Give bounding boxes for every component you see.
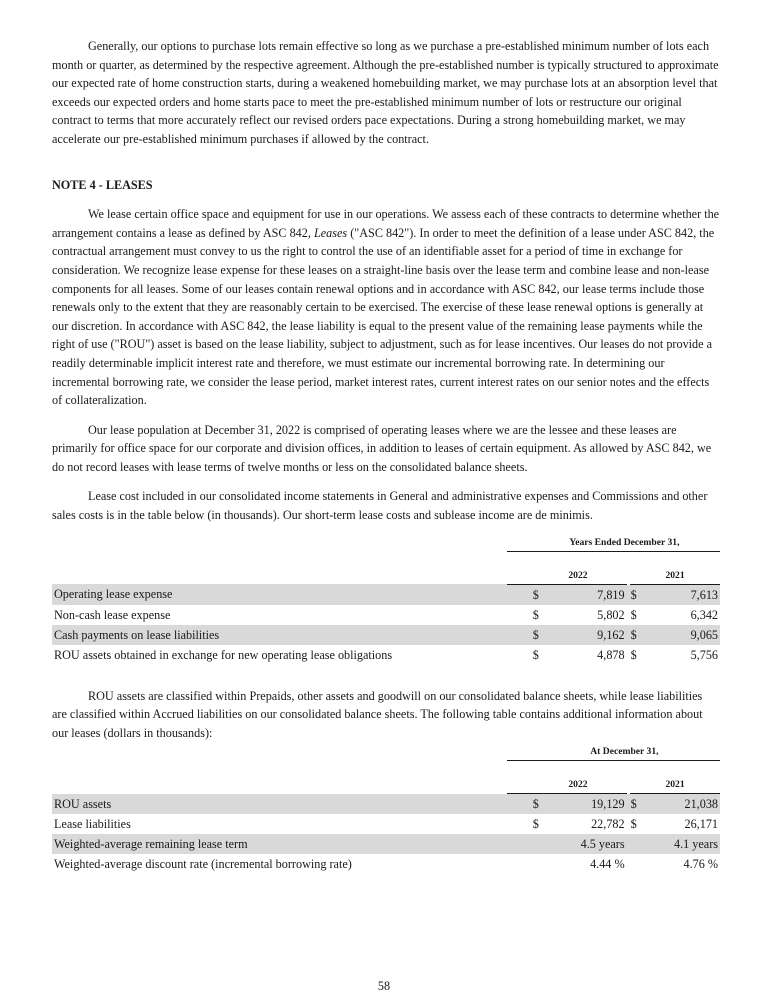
currency-symbol: $ (532, 607, 539, 622)
currency-symbol: $ (630, 607, 637, 622)
spacer (52, 761, 720, 778)
period-header: At December 31, (507, 744, 720, 761)
page-number: 58 (377, 979, 391, 993)
currency-symbol: $ (507, 625, 554, 645)
blank-cell (52, 744, 507, 761)
currency-symbol: $ (629, 584, 645, 605)
currency-symbol: $ (532, 817, 539, 832)
value-2022: 5,802 (597, 607, 625, 622)
value-2022: 4.44 % (590, 857, 625, 872)
value-2021: 4.1 years (645, 834, 720, 854)
currency-symbol: $ (507, 584, 554, 605)
row-label: ROU assets obtained in exchange for new operating lease obligations (54, 647, 393, 662)
lease-info-table (52, 744, 720, 874)
col-header-2021: 2021 (629, 568, 720, 585)
table-row (52, 605, 720, 625)
paragraph-rou-classification: ROU assets are classified within Prepaids, other assets and goodwill on our consolidated balance sheets, while lease liabilities are classified within Accrued liabilities on our consolidated balance sheets. The following table contains additional information about our leases (dollars in thousands): (52, 688, 703, 740)
text-run: We lease certain office space and equipment for use in our operations. We assess each of these contracts to determine whether the arrangement contains a lease as defined by ASC 842, (52, 207, 720, 240)
currency-symbol (507, 854, 554, 874)
row-label: ROU assets (52, 794, 507, 815)
currency-symbol: $ (629, 794, 645, 815)
period-header: Years Ended December 31, (507, 535, 720, 552)
currency-symbol (507, 834, 554, 854)
table-row (52, 854, 720, 874)
col-header-2022: 2022 (507, 568, 629, 585)
currency-symbol: $ (532, 647, 539, 662)
table-row (52, 814, 720, 834)
paragraph-lease-policy (52, 205, 720, 410)
table-row (52, 794, 720, 815)
blank-cell (52, 568, 507, 585)
value-2021: 6,342 (690, 607, 718, 622)
currency-symbol (629, 854, 645, 874)
row-label: Lease liabilities (54, 817, 131, 832)
section-heading-note-4: NOTE 4 - LEASES (52, 177, 153, 192)
row-label: Weighted-average discount rate (incremental borrowing rate) (54, 857, 352, 872)
value-2021: 21,038 (645, 794, 720, 815)
blank-cell (52, 777, 507, 794)
currency-symbol (629, 834, 645, 854)
col-header-2022: 2022 (507, 777, 629, 794)
currency-symbol: $ (630, 647, 637, 662)
value-2021: 5,756 (690, 647, 718, 662)
lease-cost-table (52, 535, 720, 665)
currency-symbol: $ (507, 794, 554, 815)
text-run: ("ASC 842"). In order to meet the definition of a lease under ASC 842, the contractual arrangement must convey to us the right to control the use of an identifiable asset for a period of time in exchange for consideration. We recognize lease expense for these leases on a straight-line basis over the lease term and combine lease and non-lease components for all leases. Some of our leases contain renewal options and in accordance with ASC 842, our lease terms include those renewals only to the extent that they are reasonably certain to be exercised. The exercise of these lease renewal options is generally at our discretion. In accordance with ASC 842, the lease liability is equal to the present value of the remaining lease payments while the right of use ("ROU") asset is based on the lease liability, subject to adjustment, such as for lease incentives. Our leases do not provide a readily determinable implicit interest rate and therefore, we must estimate our incremental borrowing rate. In determining our incremental borrowing rate, we consider the lease period, market interest rates, current interest rates on our senior notes and the effects of collateralization. (52, 225, 715, 408)
paragraph-lease-population: Our lease population at December 31, 2022 is comprised of operating leases where we are the lessee and these leases are primarily for office space for our corporate and division offices, in addition to leases of certain equipment. As allowed by ASC 842, we do not record leases with lease terms of twelve months or less on the consolidated balance sheets. (52, 422, 712, 474)
value-2022: 19,129 (553, 794, 628, 815)
italic-term: Leases (313, 225, 348, 240)
table-row (52, 584, 720, 605)
value-2022: 4.5 years (553, 834, 628, 854)
paragraph-lease-cost: Lease cost included in our consolidated income statements in General and administrative expenses and Commissions and other sales costs is in the table below (in thousands). Our short-term lease costs and sublease income are de minimis. (52, 489, 708, 523)
row-label: Operating lease expense (52, 584, 507, 605)
value-2022: 22,782 (591, 817, 625, 832)
spacer (52, 551, 720, 568)
row-label: Cash payments on lease liabilities (52, 625, 507, 645)
row-label: Non-cash lease expense (54, 607, 171, 622)
row-label: Weighted-average remaining lease term (52, 834, 507, 854)
currency-symbol: $ (630, 817, 637, 832)
table-row (52, 625, 720, 645)
value-2021: 26,171 (684, 817, 718, 832)
currency-symbol: $ (629, 625, 645, 645)
value-2022: 4,878 (597, 647, 625, 662)
table-row (52, 645, 720, 665)
table-row (52, 834, 720, 854)
col-header-2021: 2021 (629, 777, 720, 794)
blank-cell (52, 535, 507, 552)
value-2021: 4.76 % (683, 857, 718, 872)
value-2021: 9,065 (645, 625, 720, 645)
value-2022: 9,162 (553, 625, 628, 645)
document-page (52, 37, 720, 874)
value-2021: 7,613 (645, 584, 720, 605)
paragraph-lot-options: Generally, our options to purchase lots remain effective so long as we purchase a pre-established minimum number of lots each month or quarter, as determined by the respective agreement. Although the pre-established number is typically structured to approximate our expected rate of home construction starts, during a weakened homebuilding market, we may purchase lots at an absorption level that exceeds our expected orders and home starts pace to meet the pre-established minimum number of lots or restructure our original contract to terms that more accurately reflect our revised orders pace expectations. During a strong homebuilding market, we may accelerate our pre-established minimum purchases if allowed by the contract. (52, 39, 719, 146)
value-2022: 7,819 (553, 584, 628, 605)
